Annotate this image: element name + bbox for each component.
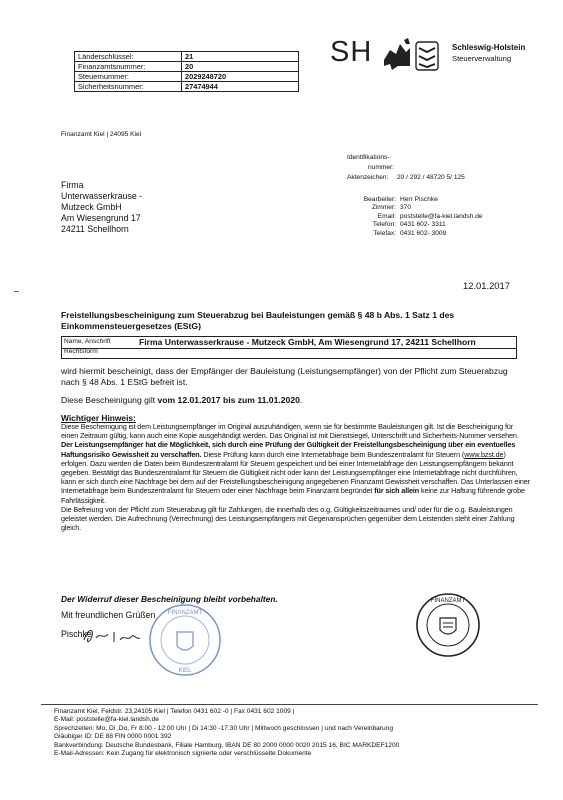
fold-mark [14,291,19,292]
seal-stamp-icon [145,600,225,680]
recipient-address [61,180,142,235]
footer-line: E-Mail: poststelle@fa-kiel.landsh.de [54,716,159,724]
contact-value: 0431 602- 3009 [400,229,447,237]
hint-paragraph [61,440,531,504]
footer-line: Gläubiger ID: DE 88 FIN 0000 0001 392 [54,733,172,741]
key-value: 20 [182,62,299,72]
key-label: Finanzamtsnummer: [75,62,182,72]
key-row [75,62,299,72]
reference-value: 20 / 292 / 48720 5/ 125 [397,174,465,181]
validity-range: vom 12.01.2017 bis zum 11.01.2020 [157,395,300,405]
contact-label: Bearbeiter: [363,196,396,203]
validity-suffix: . [299,395,303,405]
contact-value: 370 [400,204,412,212]
hint-paragraph: Die Befreiung von der Pflicht zum Steuerabzug gilt für Zahlungen, die innerhalb des o.g. Gültigkeitszeitraumes und/ oder für die o.g. Bauleistungen geleistet werden. Die Aufrechnung (Verrechnung) des Leistungsempfängers mit Gegenansprüchen gegenüber dem Leistenden steht einer Zahlung gleich. [61,504,515,533]
hint-bold: Der Leistungsempfänger hat die Möglichkeit, sich durch eine Prüfung der Gültigkeit der Freistellungsbescheinigung über ein eventuelles Haftungsrisiko Gewissheit zu verschaffen. [61,440,516,459]
svg-text:KIEL: KIEL [178,668,192,674]
contact-label: Email: [377,212,396,220]
key-value: 27474944 [182,82,299,92]
svg-text:FINANZAMT: FINANZAMT [167,610,203,616]
validity-prefix: Diese Bescheinigung gilt [61,395,158,405]
footer [54,708,534,758]
contact-values [400,196,483,238]
document-title: Freistellungsbescheinigung zum Steuerabzug bei Bauleistungen gemäß § 48 b Abs. 1 Satz 1 des Einkommensteuergesetzes (EStG) [61,310,455,331]
key-label: Sicherheitsnummer: [75,82,182,92]
hint-text-part: keine zur Haftung führende grobe Fahrlässigkeit. [61,486,525,505]
key-row [75,52,299,62]
key-table [74,51,299,92]
footer-divider [41,704,538,705]
key-value: 21 [182,52,299,62]
bzst-link[interactable]: www.bzst.de [464,449,504,459]
sender-line: Finanzamt Kiel | 24095 Kiel [61,131,142,138]
address-line: Firma [61,180,84,190]
key-row [75,72,299,82]
contact-label: Telefon: [372,221,396,229]
coat-of-arms-icon [380,36,450,74]
address-line: 24211 Schellhorn [61,224,129,234]
contact-label: Telefax: [373,229,396,237]
document-date: 12.01.2017 [463,280,510,291]
name-value: Firma Unterwasserkrause - Mutzeck GmbH, Am Wiesengrund 17, 24211 Schellhorn [139,337,476,347]
contact-label: Zimmer: [371,204,396,212]
revocation-note: Der Widerruf dieser Bescheinigung bleibt vorbehalten. [61,594,278,604]
svg-text:FINANZAMT: FINANZAMT [430,598,466,604]
validity-line [61,395,302,406]
hint-text-part: Diese Prüfung kann durch eine Internetabfrage beim Bundeszentralamt für Steuern ( [201,449,465,459]
footer-line: Sprechzeiten: Mo, Di ,Do, Fr 8:00 - 12:00 Uhr | Di 14:30 -17:30 Uhr | Mittwoch geschlossen | und nach Vereinbarung [54,724,394,732]
address-line: Unterwasserkrause - [61,191,143,201]
official-seal-icon [413,590,483,660]
hint-bold: für sich allein [374,486,420,496]
address-line: Mutzeck GmbH [61,202,122,212]
key-row [75,82,299,92]
contact-email[interactable]: poststelle@fa-kiel.landsh.de [400,212,483,220]
contact-value: Herr Pischke [400,196,438,203]
hint-paragraph: Diese Bescheinigung ist dem Leistungsempfänger im Original auszuhändigen, wenn sie für bestimmte Bauleistungen gilt. Ist die Bescheinigung für einen Zeitraum gültig, kann auch eine Kopie ausgehändigt werden. Das Original ist mit Dienstsiegel, Unterschrift und Sicherheits-Nummer versehen. [61,422,519,441]
footer-line: E-Mail-Adressen: Kein Zugang für elektronisch signierte oder verschlüsselte Dokumente [54,750,312,758]
ident-label: Identifikations- [347,154,390,161]
logo-letters: SH [330,36,373,68]
address-line: Am Wiesengrund 17 [61,213,141,223]
name-label: Name, Anschrift [64,338,111,345]
contact-labels [332,196,396,238]
greeting: Mit freundlichen Grüßen [61,610,156,620]
signer-name: Pischke [61,629,92,639]
exemption-text: wird hiermit bescheinigt, dass der Empfänger der Bauleistung (Leistungsempfänger) von der Pflicht zum Steuerabzug nach § 48 Abs. 1 EStG befreit ist. [61,366,508,387]
contact-value: 0431 602- 3311 [400,221,446,229]
legal-form-label: Rechtsform [64,348,98,355]
hint-text [61,422,531,532]
key-label: Steuernummer: [75,72,182,82]
reference-label: Aktenzeichen: [347,174,389,181]
hint-text-part: ) erfolgen. Dazu werden die Daten beim Bundeszentralamt für Steuern gespeichert und bei einer Internetabfrage den Leistungsempfängern bekannt gegeben. Bestätigt das Bundeszentralamt für Steuern die Gültigkeit nicht oder kann der Leistungsempfänger eine Internetabfrage nicht durchführen, kann er sich durch eine Nachfrage bei dem auf der Freistellungsbescheinigung angegebenen Finanzamt Gewissheit verschaffen. Das Unterlassen einer Internetabfrage beim Bundeszentralamt für Steuern oder einer Nachfrage beim Finanzamt begründet [61,449,530,496]
key-label: Länderschlüssel: [75,52,182,62]
logo-subtitle: Steuerverwaltung [452,54,512,63]
legal-form-box [61,348,517,359]
ident-label-2: nummer: [368,164,395,171]
footer-line: Bankverbindung: Deutsche Bundesbank, Filiale Hamburg, IBAN DE 80 2000 0000 0020 2015 16, BIC MARKDEF1200 [54,741,400,749]
footer-line: Finanzamt Kiel, Feldstr. 23,24105 Kiel | Telefon 0431 602 -0 | Fax 0431 602 1009 | [54,708,295,715]
hint-title: Wichtiger Hinweis: [61,413,136,423]
logo-name: Schleswig-Holstein [452,43,526,52]
key-value: 2029248720 [182,72,299,82]
